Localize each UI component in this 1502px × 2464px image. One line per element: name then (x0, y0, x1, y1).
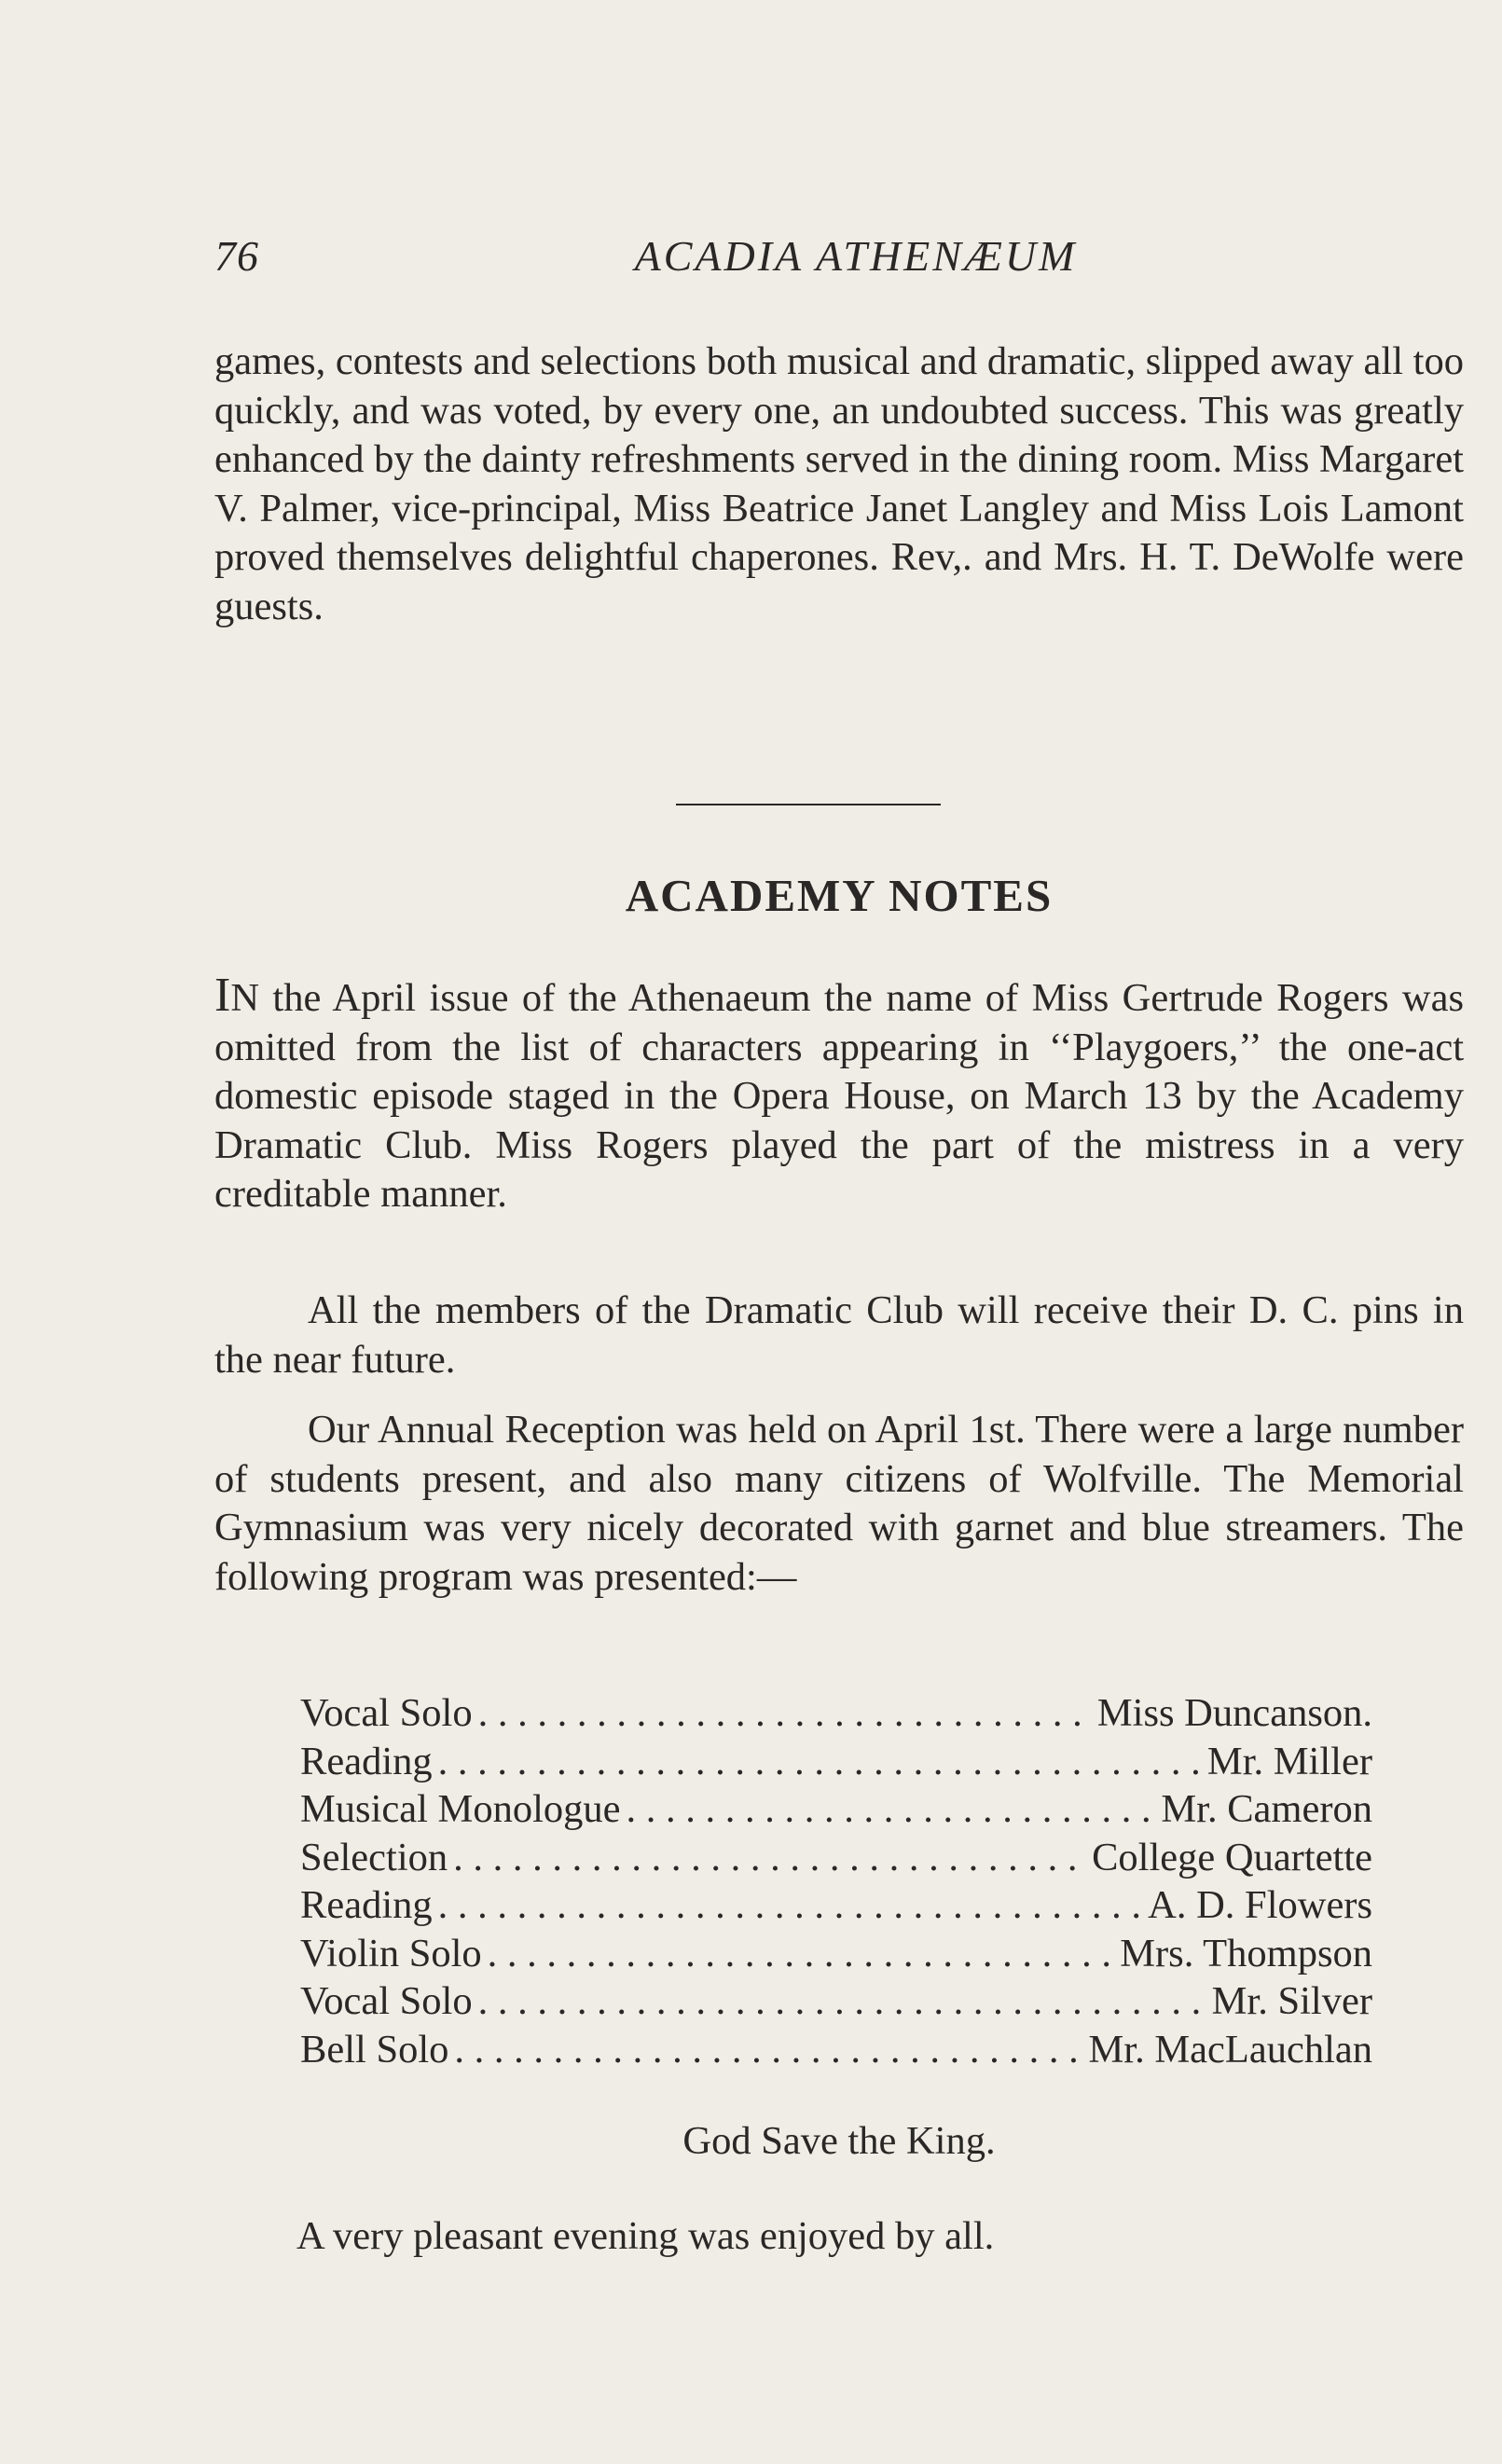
dot-leader (478, 1689, 1092, 1738)
program-entry (300, 1881, 1372, 1930)
dot-leader (438, 1738, 1202, 1786)
page-number: 76 (214, 232, 259, 280)
program-item: Violin Solo (300, 1931, 482, 1975)
dot-leader (478, 1977, 1206, 2026)
anthem-line: God Save the King. (682, 2119, 996, 2163)
program-item: Vocal Solo (300, 1691, 473, 1735)
program-performer: Mr. MacLauchlan (1088, 2027, 1372, 2072)
program-item: Reading (300, 1883, 433, 1927)
program-item: Reading (300, 1739, 433, 1783)
program-item: Bell Solo (300, 2027, 449, 2072)
drop-letter: I (214, 969, 231, 1022)
closing-line: A very pleasant evening was enjoyed by all. (296, 2214, 995, 2258)
program-entry (300, 2026, 1372, 2074)
program-entry (300, 1834, 1372, 1882)
academy-notes-paragraph-2: All the members of the Dramatic Club will receive their D. C. pins in the near future. (214, 1288, 1464, 1382)
program-performer: College Quartette (1092, 1835, 1372, 1879)
dot-leader (454, 2026, 1082, 2074)
section-divider (676, 804, 941, 805)
program-entry (300, 1977, 1372, 2026)
program-item: Vocal Solo (300, 1979, 473, 2023)
journal-title: ACADIA ATHENÆUM (634, 232, 1078, 280)
program-entry (300, 1930, 1372, 1978)
program-performer: Mrs. Thompson (1120, 1931, 1372, 1975)
program-performer: Mr. Silver (1211, 1979, 1372, 2023)
program-list (300, 1689, 1372, 2073)
program-performer: A. D. Flowers (1148, 1883, 1372, 1927)
dot-leader (627, 1785, 1156, 1834)
program-performer: Miss Duncanson. (1096, 1691, 1372, 1735)
dot-leader (488, 1930, 1115, 1978)
paragraph-1-text: N the April issue of the Athenaeum the name of Miss Gertrude Rogers was omitted from the list of characters appearing in ‘‘Playgoers,’’ the one-act domestic episode staged in the Opera House, on March 13 by the Academy Dramatic Club. Miss Rogers played the part of the mistress in a very creditable manner. (214, 976, 1464, 1216)
dot-leader (453, 1834, 1086, 1882)
program-entry (300, 1738, 1372, 1786)
running-header (214, 231, 1464, 296)
academy-notes-paragraph-3: Our Annual Reception was held on April 1st. There were a large number of students present, and also many citizens of Wolfville. The Memorial Gymnasium was very nicely decorated with garnet and blue streamers. The following program was presented:— (214, 1408, 1464, 1599)
program-performer: Mr. Cameron (1161, 1787, 1372, 1831)
continuation-paragraph: games, contests and selections both musical and dramatic, slipped away all too quickly, and was voted, by every one, an undoubted success. This was greatly enhanced by the dainty refreshments served in the dining room. Miss Margaret V. Palmer, vice-principal, Miss Beatrice Janet Langley and Miss Lois Lamont proved themselves delightful chaperones. Rev,. and Mrs. H. T. DeWolfe were guests. (214, 339, 1464, 628)
program-entry (300, 1689, 1372, 1738)
program-item: Musical Monologue (300, 1787, 621, 1831)
program-performer: Mr. Miller (1206, 1739, 1372, 1783)
program-item: Selection (300, 1835, 448, 1879)
section-title: ACADEMY NOTES (625, 870, 1054, 921)
dot-leader (438, 1881, 1143, 1930)
program-entry (300, 1785, 1372, 1834)
academy-notes-paragraph-1 (214, 971, 1464, 1219)
